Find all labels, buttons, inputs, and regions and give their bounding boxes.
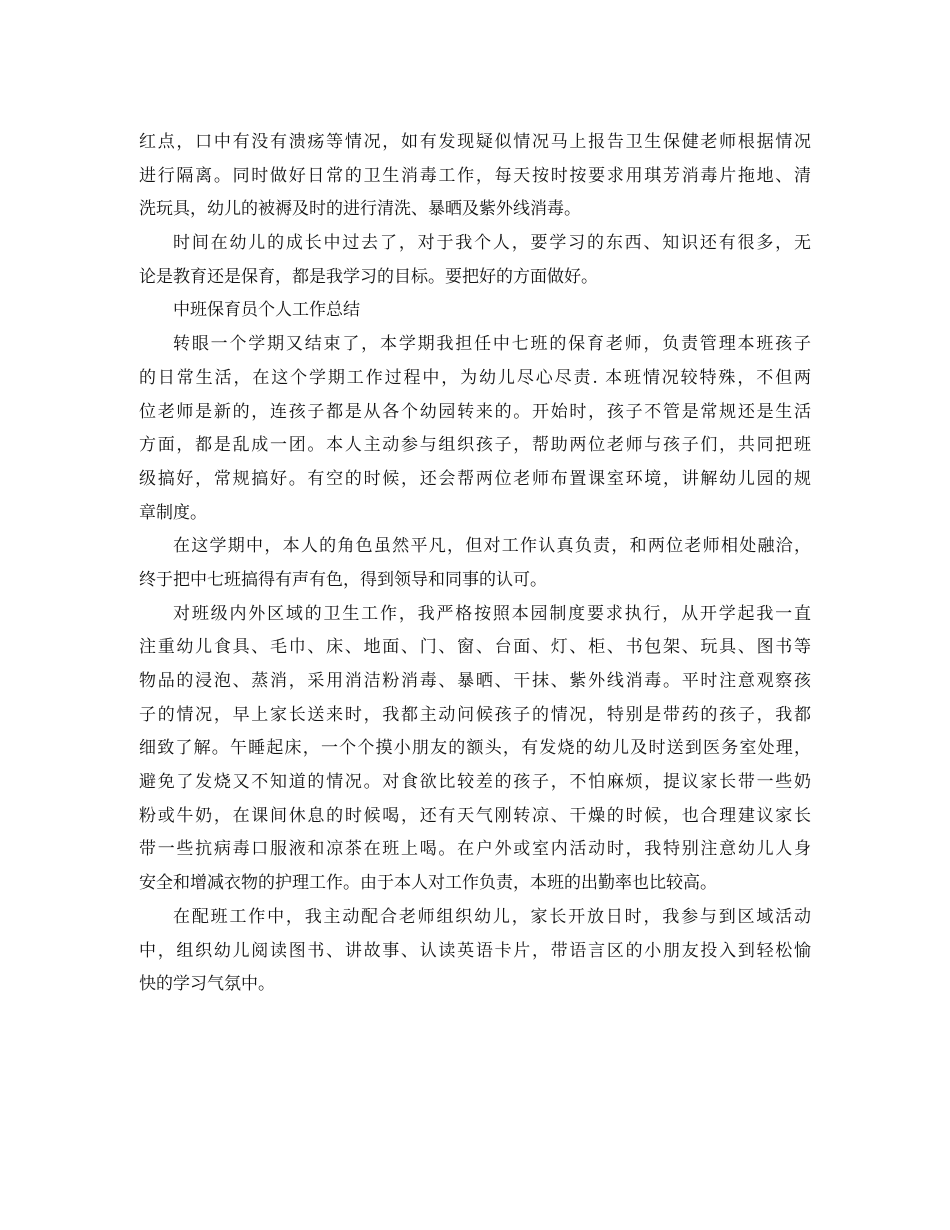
paragraph-line: 终于把中七班搞得有声有色，得到领导和同事的认可。	[139, 569, 547, 590]
paragraph-first-line: 在配班工作中，我主动配合老师组织幼儿，家长开放日时，我参与到区域活动	[173, 906, 811, 927]
paragraph-line: 论是教育还是保育，都是我学习的目标。要把好的方面做好。	[139, 266, 598, 287]
paragraph-line: 方面，都是乱成一团。本人主动参与组织孩子，帮助两位老师与孩子们，共同把班	[139, 435, 811, 456]
paragraph-line: 带一些抗病毒口服液和凉茶在班上喝。在户外或室内活动时，我特别注意幼儿人身	[139, 839, 811, 860]
paragraph-line: 进行隔离。同时做好日常的卫生消毒工作，每天按时按要求用琪芳消毒片拖地、清	[139, 165, 811, 186]
paragraph-first-line: 转眼一个学期又结束了，本学期我担任中七班的保育老师，负责管理本班孩子	[173, 334, 811, 355]
paragraph-first-line: 时间在幼儿的成长中过去了，对于我个人，要学习的东西、知识还有很多，无	[173, 233, 811, 254]
paragraph-line: 物品的浸泡、蒸消，采用消洁粉消毒、暴晒、干抹、紫外线消毒。平时注意观察孩	[139, 671, 811, 691]
paragraph-line: 中，组织幼儿阅读图书、讲故事、认读英语卡片，带语言区的小朋友投入到轻松愉	[139, 940, 811, 961]
paragraph-line: 注重幼儿食具、毛巾、床、地面、门、窗、台面、灯、柜、书包架、玩具、图书等	[139, 637, 811, 658]
paragraph-line: 细致了解。午睡起床，一个个摸小朋友的额头，有发烧的幼儿及时送到医务室处理，	[139, 738, 811, 759]
paragraph-line: 红点，口中有没有溃疡等情况，如有发现疑似情况马上报告卫生保健老师根据情况	[139, 132, 811, 152]
paragraph-line: 粉或牛奶，在课间休息的时候喝，还有天气刚转凉、干燥的时候，也合理建议家长	[139, 805, 811, 826]
paragraph-line: 章制度。	[139, 502, 207, 523]
paragraph-line: 安全和增减衣物的护理工作。由于本人对工作负责，本班的出勤率也比较高。	[139, 873, 717, 894]
document-body	[139, 126, 811, 1002]
paragraph-line: 位老师是新的，连孩子都是从各个幼园转来的。开始时，孩子不管是常规还是生活	[139, 401, 811, 422]
paragraph-line: 的日常生活，在这个学期工作过程中，为幼儿尽心尽责. 本班情况较特殊，不但两	[139, 367, 811, 388]
paragraph-first-line: 在这学期中，本人的角色虽然平凡，但对工作认真负责，和两位老师相处融洽，	[173, 536, 811, 557]
paragraph-line: 子的情况，早上家长送来时，我都主动问候孩子的情况，特别是带药的孩子，我都	[139, 704, 811, 725]
paragraph-line: 洗玩具，幼儿的被褥及时的进行清洗、暴晒及紫外线消毒。	[139, 199, 581, 220]
paragraph-first-line: 对班级内外区域的卫生工作，我严格按照本园制度要求执行，从开学起我一直	[173, 603, 811, 624]
paragraph-line: 避免了发烧又不知道的情况。对食欲比较差的孩子，不怕麻烦，提议家长带一些奶	[139, 772, 811, 793]
paragraph-line: 级搞好，常规搞好。有空的时候，还会帮两位老师布置课室环境，讲解幼儿园的规	[139, 468, 811, 489]
paragraph-line: 快的学习气氛中。	[139, 974, 275, 995]
paragraph-first-line: 中班保育员个人工作总结	[173, 300, 360, 321]
